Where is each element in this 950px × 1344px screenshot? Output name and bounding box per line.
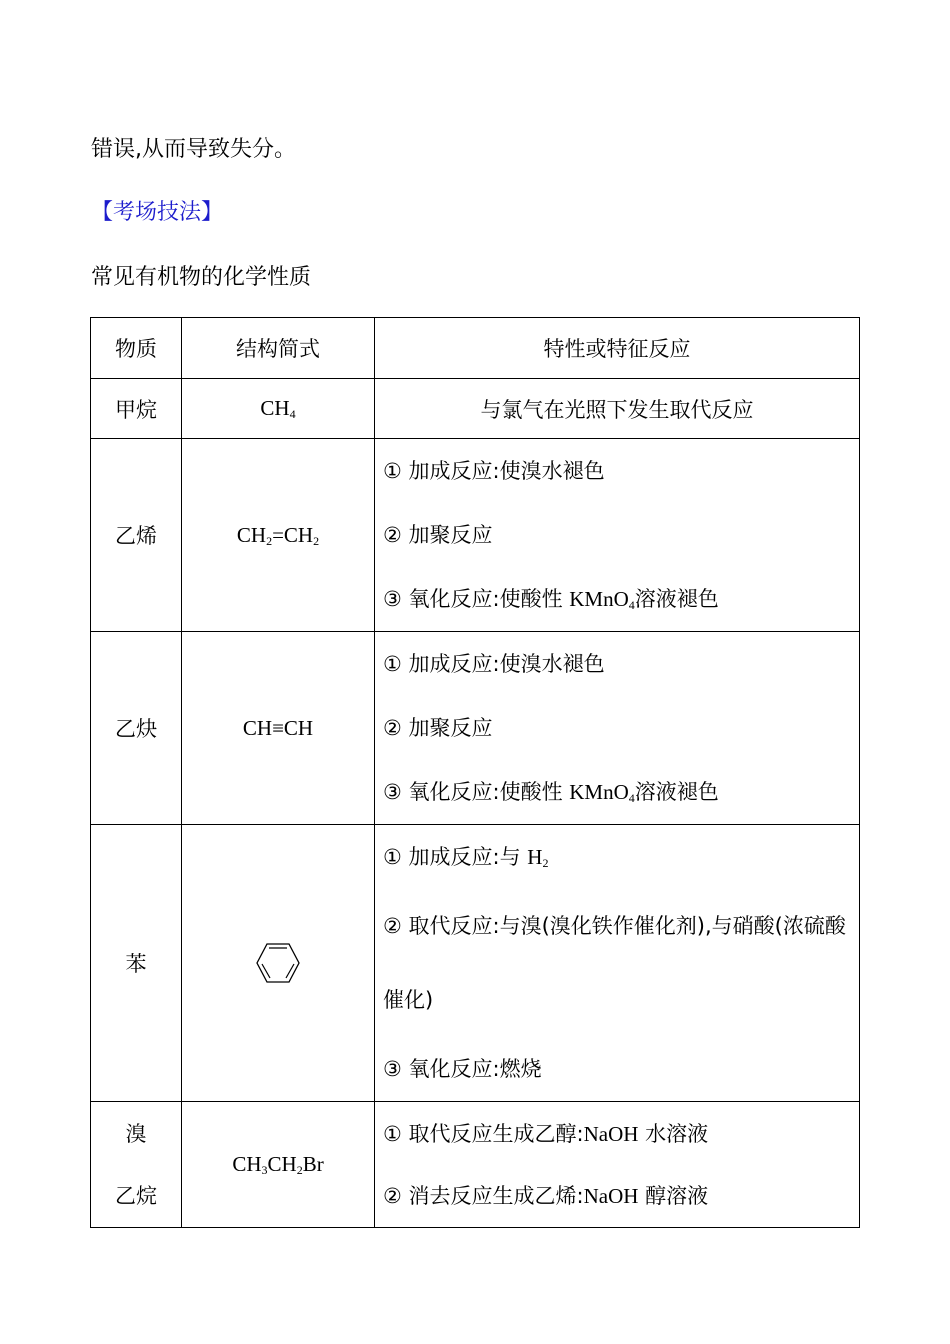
reaction-line: ② 取代反应:与溴(溴化铁作催化剂),与硝酸(浓硫酸催化) xyxy=(383,914,846,1012)
reaction-line: ③ 氧化反应:燃烧 xyxy=(383,1057,542,1081)
reaction-cell xyxy=(375,1102,860,1228)
reaction-cell xyxy=(375,439,860,632)
reaction-line: ① 取代反应生成乙醇:NaOH 水溶液 xyxy=(383,1121,709,1146)
table-row-acetylene xyxy=(91,632,860,825)
reaction-line: ② 消去反应生成乙烯:NaOH 醇溶液 xyxy=(383,1183,709,1208)
header-reaction: 特性或特征反应 xyxy=(375,318,860,379)
substance-name: 甲烷 xyxy=(91,379,182,439)
organic-properties-table xyxy=(90,317,860,1228)
table-row-bromoethane xyxy=(91,1102,860,1228)
structural-formula: $CH_2=CH_2$ xyxy=(182,439,375,632)
reaction-line: ③ 氧化反应:使酸性 KMnO$_4$溶液褪色 xyxy=(383,587,719,612)
substance-name: 乙烯 xyxy=(91,439,182,632)
table-header-row xyxy=(91,318,860,379)
table-row-benzene xyxy=(91,825,860,1102)
substance-name: 溴 乙烷 xyxy=(91,1102,182,1228)
reaction-line: ② 加聚反应 xyxy=(383,716,493,740)
intro-text: 错误,从而导致失分。 xyxy=(91,137,296,162)
section-heading: 【考场技法】 xyxy=(91,200,224,225)
reaction-line: ① 加成反应:使溴水褪色 xyxy=(383,652,605,676)
substance-name: 乙炔 xyxy=(91,632,182,825)
reaction-text: 与氯气在光照下发生取代反应 xyxy=(375,379,860,439)
benzene-ring-icon xyxy=(255,942,301,984)
reaction-line: ② 加聚反应 xyxy=(383,523,493,547)
reaction-line: ① 加成反应:与 $H_2$ xyxy=(383,845,549,870)
structural-formula: $CH_4$ xyxy=(182,379,375,439)
table-row-methane xyxy=(91,379,860,439)
reaction-line: ③ 氧化反应:使酸性 KMnO$_4$溶液褪色 xyxy=(383,780,719,805)
reaction-cell xyxy=(375,825,860,1102)
table-row-ethylene xyxy=(91,439,860,632)
substance-name: 苯 xyxy=(91,825,182,1102)
header-substance: 物质 xyxy=(91,318,182,379)
header-formula: 结构简式 xyxy=(182,318,375,379)
structural-formula: CH≡CH xyxy=(182,632,375,825)
table-title: 常见有机物的化学性质 xyxy=(91,265,312,290)
structural-formula xyxy=(182,825,375,1102)
reaction-line: ① 加成反应:使溴水褪色 xyxy=(383,459,605,483)
reaction-cell xyxy=(375,632,860,825)
structural-formula: $CH_3CH_2Br$ xyxy=(182,1102,375,1228)
